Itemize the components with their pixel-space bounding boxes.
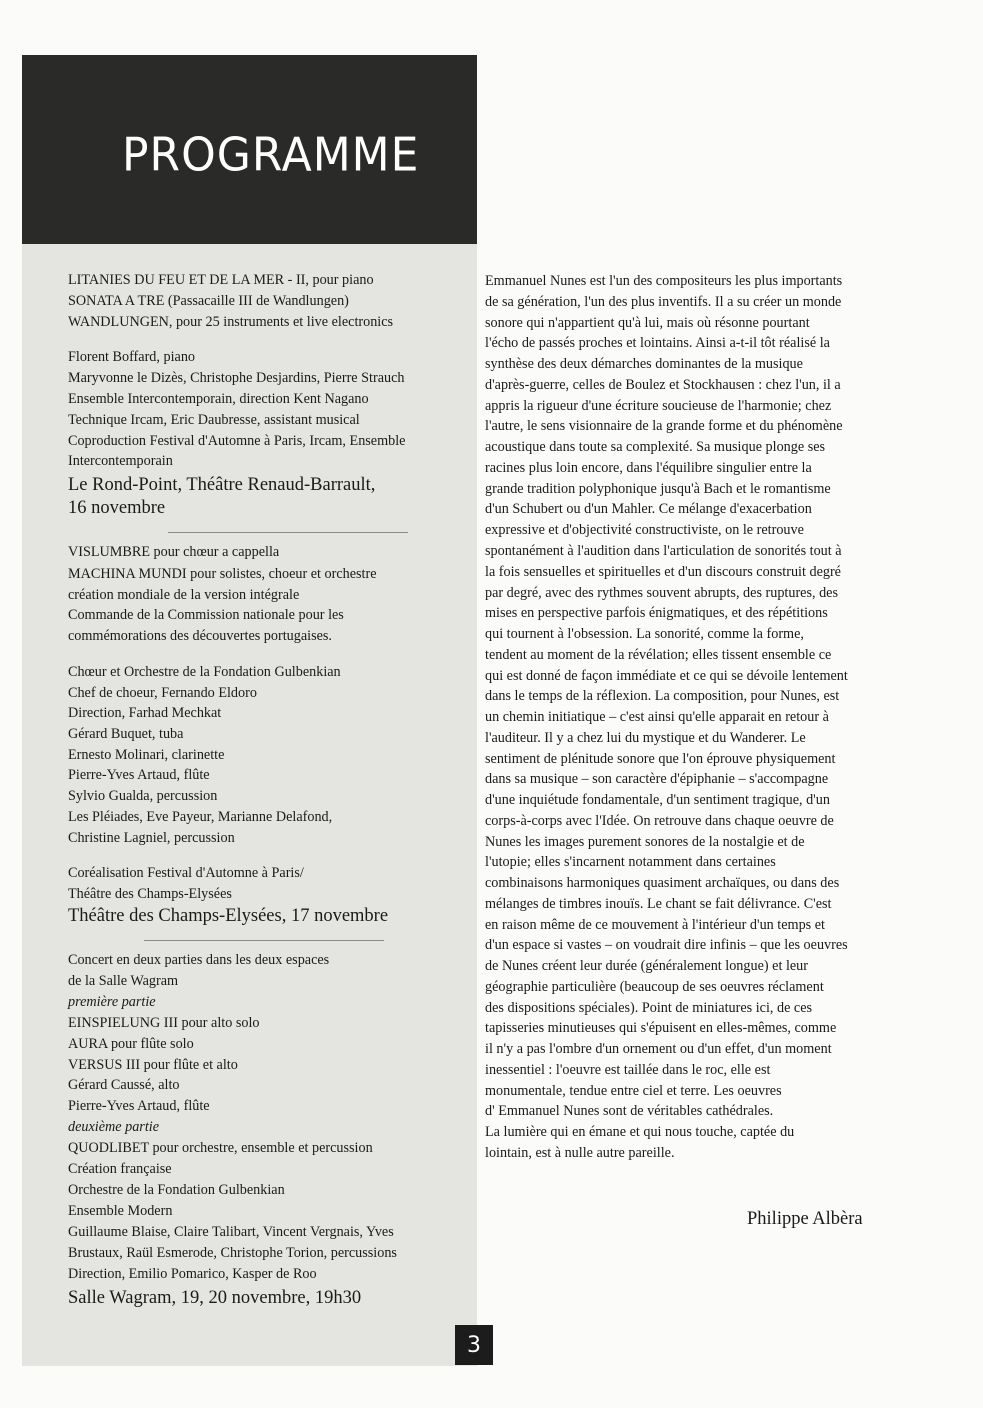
production-credit: Coréalisation Festival d'Automne à Paris/ bbox=[68, 865, 304, 881]
performer-line: Chef de choeur, Fernando Eldoro bbox=[68, 685, 257, 701]
essay-line: acoustique dans toute sa complexité. Sa musique plonge ses bbox=[485, 439, 826, 455]
work-note: Création française bbox=[68, 1161, 172, 1177]
essay-line: la fois sensuelles et spirituelles et d'un discours construit degré bbox=[485, 564, 841, 580]
venue-line: Théâtre des Champs-Elysées, 17 novembre bbox=[68, 906, 389, 926]
performer-line: Gérard Caussé, alto bbox=[68, 1077, 180, 1093]
essay-line: appris la rigueur d'une écriture soucieuse de l'harmonie; chez bbox=[485, 398, 832, 414]
essay-line: grande tradition polyphonique jusqu'à Bach et le romantisme bbox=[485, 481, 831, 497]
essay-line: La lumière qui en émane et qui nous touche, captée du bbox=[485, 1124, 795, 1140]
part-label: première partie bbox=[68, 994, 156, 1010]
production-credit: Théâtre des Champs-Elysées bbox=[68, 886, 232, 902]
essay-line: d' Emmanuel Nunes sont de véritables cathédrales. bbox=[485, 1103, 774, 1119]
essay-line: Nunes les images purement sonores de la nostalgie et de bbox=[485, 834, 805, 850]
work-title: LITANIES DU FEU ET DE LA MER - II, pour piano bbox=[68, 272, 374, 288]
work-note: création mondiale de la version intégrale bbox=[68, 587, 300, 603]
essay-line: lointain, est à nulle autre pareille. bbox=[485, 1145, 675, 1161]
work-note: commémorations des découvertes portugaises. bbox=[68, 628, 332, 644]
essay-line: sentiment de plénitude sonore que l'on éprouve physiquement bbox=[485, 751, 836, 767]
work-title: QUODLIBET pour orchestre, ensemble et percussion bbox=[68, 1140, 373, 1156]
essay-line: d'un espace si vastes – on voudrait dire infinis – que les oeuvres bbox=[485, 937, 848, 953]
section-divider bbox=[144, 940, 384, 941]
work-title: MACHINA MUNDI pour solistes, choeur et orchestre bbox=[68, 566, 377, 582]
page-number: 3 bbox=[455, 1325, 493, 1365]
performer-line: Orchestre de la Fondation Gulbenkian bbox=[68, 1182, 285, 1198]
performer-line: Ensemble Intercontemporain, direction Kent Nagano bbox=[68, 391, 369, 407]
essay-line: d'un Schubert ou d'un Mahler. Ce mélange d'exacerbation bbox=[485, 501, 812, 517]
performer-line: Brustaux, Raül Esmerode, Christophe Torion, percussions bbox=[68, 1245, 397, 1261]
performer-line: Gérard Buquet, tuba bbox=[68, 726, 184, 742]
essay-line: Emmanuel Nunes est l'un des compositeurs les plus importants bbox=[485, 273, 843, 289]
performer-line: Florent Boffard, piano bbox=[68, 349, 196, 365]
essay-signature: Philippe Albèra bbox=[747, 1209, 863, 1229]
essay-line: inessentiel : l'oeuvre est taillée dans le roc, elle est bbox=[485, 1062, 771, 1078]
essay-line: mises en perspective parfois énigmatiques, et des répétitions bbox=[485, 605, 828, 621]
essay-line: synthèse des deux démarches dominantes de la musique bbox=[485, 356, 803, 372]
essay-line: géographie particulière (beaucoup de ses oeuvres réclament bbox=[485, 979, 824, 995]
essay-line: monumentale, tendue entre ciel et terre. Les oeuvres bbox=[485, 1083, 782, 1099]
performer-line: Direction, Emilio Pomarico, Kasper de Roo bbox=[68, 1266, 317, 1282]
essay-line: en raison même de ce mouvement à l'intérieur d'un temps et bbox=[485, 917, 825, 933]
essay-line: sonore qui n'appartient qu'à lui, mais où résonne pourtant bbox=[485, 315, 810, 331]
essay-line: un chemin initiatique – c'est ainsi qu'elle apparait en retour à bbox=[485, 709, 829, 725]
production-credit: Coproduction Festival d'Automne à Paris, Ircam, Ensemble bbox=[68, 433, 406, 449]
performer-line: Guillaume Blaise, Claire Talibart, Vincent Vergnais, Yves bbox=[68, 1224, 394, 1240]
work-title: VISLUMBRE pour chœur a cappella bbox=[68, 544, 280, 560]
essay-line: par degré, avec des rythmes souvent abrupts, des ruptures, des bbox=[485, 585, 839, 601]
work-title: SONATA A TRE (Passacaille III de Wandlungen) bbox=[68, 293, 349, 309]
essay-line: l'écho de passés proches et lointains. Ainsi a-t-il tôt réalisé la bbox=[485, 335, 830, 351]
essay-line: tendent au moment de la révélation; elles tissent ensemble ce bbox=[485, 647, 832, 663]
performer-line: Direction, Farhad Mechkat bbox=[68, 705, 222, 721]
venue-date: 16 novembre bbox=[68, 498, 166, 518]
essay-line: tapisseries minutieuses qui s'épuisent en elles-mêmes, comme bbox=[485, 1020, 837, 1036]
performer-line: Ernesto Molinari, clarinette bbox=[68, 747, 225, 763]
work-title: AURA pour flûte solo bbox=[68, 1036, 194, 1052]
essay-line: d'après-guerre, celles de Boulez et Stockhausen : chez l'un, il a bbox=[485, 377, 841, 393]
production-credit: Intercontemporain bbox=[68, 453, 173, 469]
work-note: Commande de la Commission nationale pour les bbox=[68, 607, 344, 623]
performer-line: Sylvio Gualda, percussion bbox=[68, 788, 218, 804]
concert-intro: Concert en deux parties dans les deux espaces bbox=[68, 952, 330, 968]
performer-line: Pierre-Yves Artaud, flûte bbox=[68, 1098, 210, 1114]
essay-line: des dispositions spéciales). Point de miniatures ici, de ces bbox=[485, 1000, 813, 1016]
work-title: WANDLUNGEN, pour 25 instruments et live electronics bbox=[68, 314, 394, 330]
performer-line: Maryvonne le Dizès, Christophe Desjardins, Pierre Strauch bbox=[68, 370, 405, 386]
essay-line: qui tournent à l'obsession. La sonorité, comme la forme, bbox=[485, 626, 804, 642]
venue-line: Le Rond-Point, Théâtre Renaud-Barrault, bbox=[68, 475, 376, 495]
performer-line: Les Pléiades, Eve Payeur, Marianne Delafond, bbox=[68, 809, 333, 825]
section-divider bbox=[168, 532, 408, 533]
essay-line: qui est donné de façon immédiate et ce qui se dévoile lentement bbox=[485, 668, 848, 684]
performer-line: Chœur et Orchestre de la Fondation Gulbenkian bbox=[68, 664, 341, 680]
part-label: deuxième partie bbox=[68, 1119, 159, 1135]
work-title: VERSUS III pour flûte et alto bbox=[68, 1057, 238, 1073]
concert-intro: de la Salle Wagram bbox=[68, 973, 179, 989]
essay-line: expressive et d'objectivité constructiviste, on le retrouve bbox=[485, 522, 804, 538]
performer-line: Pierre-Yves Artaud, flûte bbox=[68, 767, 210, 783]
essay-line: d'une inquiétude fondamentale, d'un sentiment tragique, d'un bbox=[485, 792, 830, 808]
performer-line: Christine Lagniel, percussion bbox=[68, 830, 235, 846]
essay-line: racines plus loin encore, dans l'équilibre singulier entre la bbox=[485, 460, 812, 476]
venue-line: Salle Wagram, 19, 20 novembre, 19h30 bbox=[68, 1288, 362, 1308]
essay-line: l'autre, le sens visionnaire de la grande forme et du phénomène bbox=[485, 418, 843, 434]
essay-line: de Nunes créent leur durée (généralement longue) et leur bbox=[485, 958, 809, 974]
essay-line: dans le temps de la réflexion. La composition, pour Nunes, est bbox=[485, 688, 840, 704]
essay-line: mélanges de timbres inouïs. Le chant se fait délivrance. C'est bbox=[485, 896, 832, 912]
essay-line: de sa génération, l'un des plus inventifs. Il a su créer un monde bbox=[485, 294, 842, 310]
essay-line: l'auditeur. Il y a chez lui du mystique et du Wanderer. Le bbox=[485, 730, 806, 746]
essay-line: spontanément à l'audition dans l'articulation de sonorités tout à bbox=[485, 543, 842, 559]
essay-line: corps-à-corps avec l'Idée. On retrouve dans chaque oeuvre de bbox=[485, 813, 834, 829]
performer-line: Ensemble Modern bbox=[68, 1203, 173, 1219]
essay-line: dans sa musique – son caractère d'épiphanie – s'accompagne bbox=[485, 771, 829, 787]
performer-line: Technique Ircam, Eric Daubresse, assistant musical bbox=[68, 412, 360, 428]
work-title: EINSPIELUNG III pour alto solo bbox=[68, 1015, 260, 1031]
essay-line: il n'y a pas l'ombre d'un ornement ou d'un effet, d'un moment bbox=[485, 1041, 832, 1057]
essay-line: l'utopie; elles s'incarnent notamment dans certaines bbox=[485, 854, 776, 870]
essay-line: combinaisons harmoniques quasiment archaïques, ou dans des bbox=[485, 875, 840, 891]
programme-title: PROGRAMME bbox=[122, 128, 420, 183]
